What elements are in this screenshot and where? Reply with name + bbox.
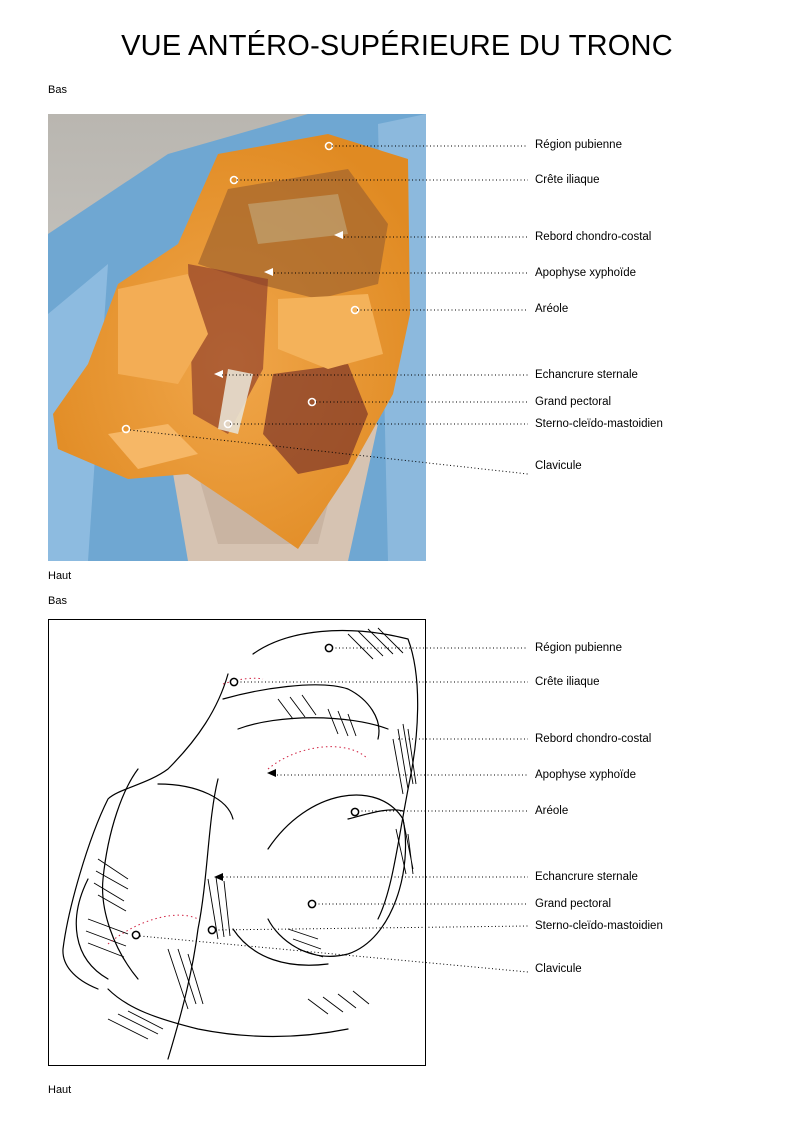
anatomical-drawing <box>48 619 426 1066</box>
orientation-bottom-drawing: Haut <box>48 1084 72 1096</box>
label-sterno-cleido-mastoidien-photo: Sterno-cleïdo-mastoidien <box>535 418 663 430</box>
label-grand-pectoral-photo: Grand pectoral <box>535 396 612 408</box>
label-rebord-chondro-costal-photo: Rebord chondro-costal <box>535 231 652 243</box>
orientation-top-drawing: Bas <box>48 595 67 607</box>
label-region-pubienne-drawing: Région pubienne <box>535 642 622 654</box>
dissection-photo <box>48 114 426 561</box>
label-region-pubienne-photo: Région pubienne <box>535 139 622 151</box>
label-crete-iliaque-drawing: Crête iliaque <box>535 676 600 688</box>
label-sterno-cleido-mastoidien-drawing: Sterno-cleïdo-mastoidien <box>535 920 663 932</box>
label-apophyse-xyphoide-drawing: Apophyse xyphoïde <box>535 769 637 781</box>
orientation-top-photo: Bas <box>48 84 67 96</box>
label-echancrure-sternale-drawing: Echancrure sternale <box>535 871 638 883</box>
label-rebord-chondro-costal-drawing: Rebord chondro-costal <box>535 733 652 745</box>
label-clavicule-drawing: Clavicule <box>535 963 582 975</box>
orientation-bottom-photo: Haut <box>48 570 72 582</box>
page-title: VUE ANTÉRO-SUPÉRIEURE DU TRONC <box>121 30 673 62</box>
label-areole-drawing: Aréole <box>535 805 569 817</box>
label-areole-photo: Aréole <box>535 303 569 315</box>
label-apophyse-xyphoide-photo: Apophyse xyphoïde <box>535 267 637 279</box>
label-grand-pectoral-drawing: Grand pectoral <box>535 898 612 910</box>
label-clavicule-photo: Clavicule <box>535 460 582 472</box>
label-echancrure-sternale-photo: Echancrure sternale <box>535 369 638 381</box>
label-crete-iliaque-photo: Crête iliaque <box>535 174 600 186</box>
